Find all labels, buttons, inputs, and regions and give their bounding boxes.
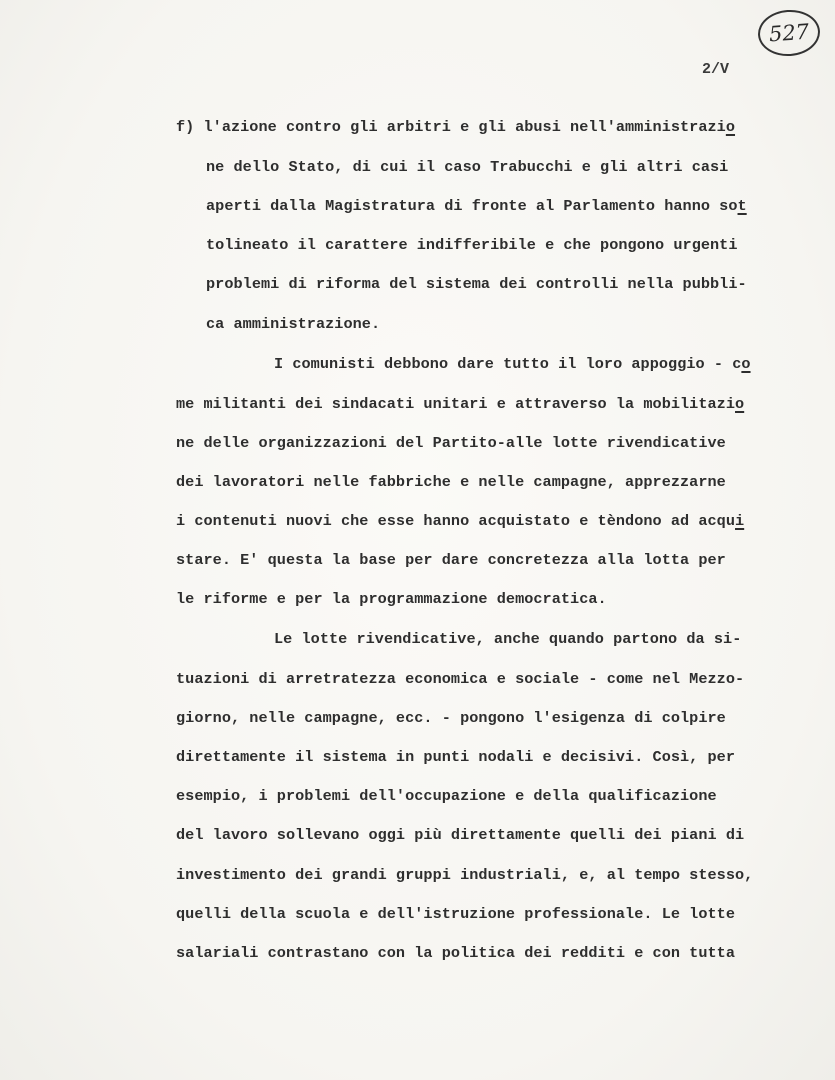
- text-line: Le lotte rivendicative, anche quando partono da si-: [274, 630, 742, 648]
- text-line: stare. E' questa la base per dare concretezza alla lotta per: [176, 551, 726, 569]
- text-line: giorno, nelle campagne, ecc. - pongono l'esigenza di colpire: [176, 709, 726, 727]
- page-number: 2/V: [702, 61, 730, 78]
- text-line: i contenuti nuovi che esse hanno acquistato e tèndono ad acqui: [176, 512, 745, 530]
- text-line: tuazioni di arretratezza economica e sociale - come nel Mezzo-: [176, 670, 745, 688]
- text-line: ca amministrazione.: [206, 315, 381, 333]
- text-line: quelli della scuola e dell'istruzione professionale. Le lotte: [176, 905, 736, 923]
- text-line: salariali contrastano con la politica dei redditi e con tutta: [176, 944, 736, 962]
- text-line: me militanti dei sindacati unitari e attraverso la mobilitazio: [176, 395, 745, 413]
- text-line: aperti dalla Magistratura di fronte al Parlamento hanno sot: [206, 197, 747, 215]
- text-line: investimento dei grandi gruppi industriali, e, al tempo stesso,: [176, 866, 754, 884]
- text-line: le riforme e per la programmazione democratica.: [176, 590, 607, 608]
- text-line: direttamente il sistema in punti nodali e decisivi. Così, per: [176, 748, 736, 766]
- text-line: problemi di riforma del sistema dei controlli nella pubbli-: [206, 275, 747, 293]
- text-line: dei lavoratori nelle fabbriche e nelle campagne, apprezzarne: [176, 473, 726, 491]
- text-line: tolineato il carattere indifferibile e che pongono urgenti: [206, 236, 738, 254]
- text-line: ne delle organizzazioni del Partito-alle lotte rivendicative: [176, 434, 726, 452]
- text-line: ne dello Stato, di cui il caso Trabucchi e gli altri casi: [206, 158, 729, 176]
- text-line: esempio, i problemi dell'occupazione e della qualificazione: [176, 787, 717, 805]
- text-line: del lavoro sollevano oggi più direttamente quelli dei piani di: [176, 826, 745, 844]
- text-line: I comunisti debbono dare tutto il loro appoggio - co: [274, 355, 751, 373]
- archive-number-stamp: 527: [756, 8, 821, 58]
- text-line: f) l'azione contro gli arbitri e gli abusi nell'amministrazio: [176, 118, 736, 136]
